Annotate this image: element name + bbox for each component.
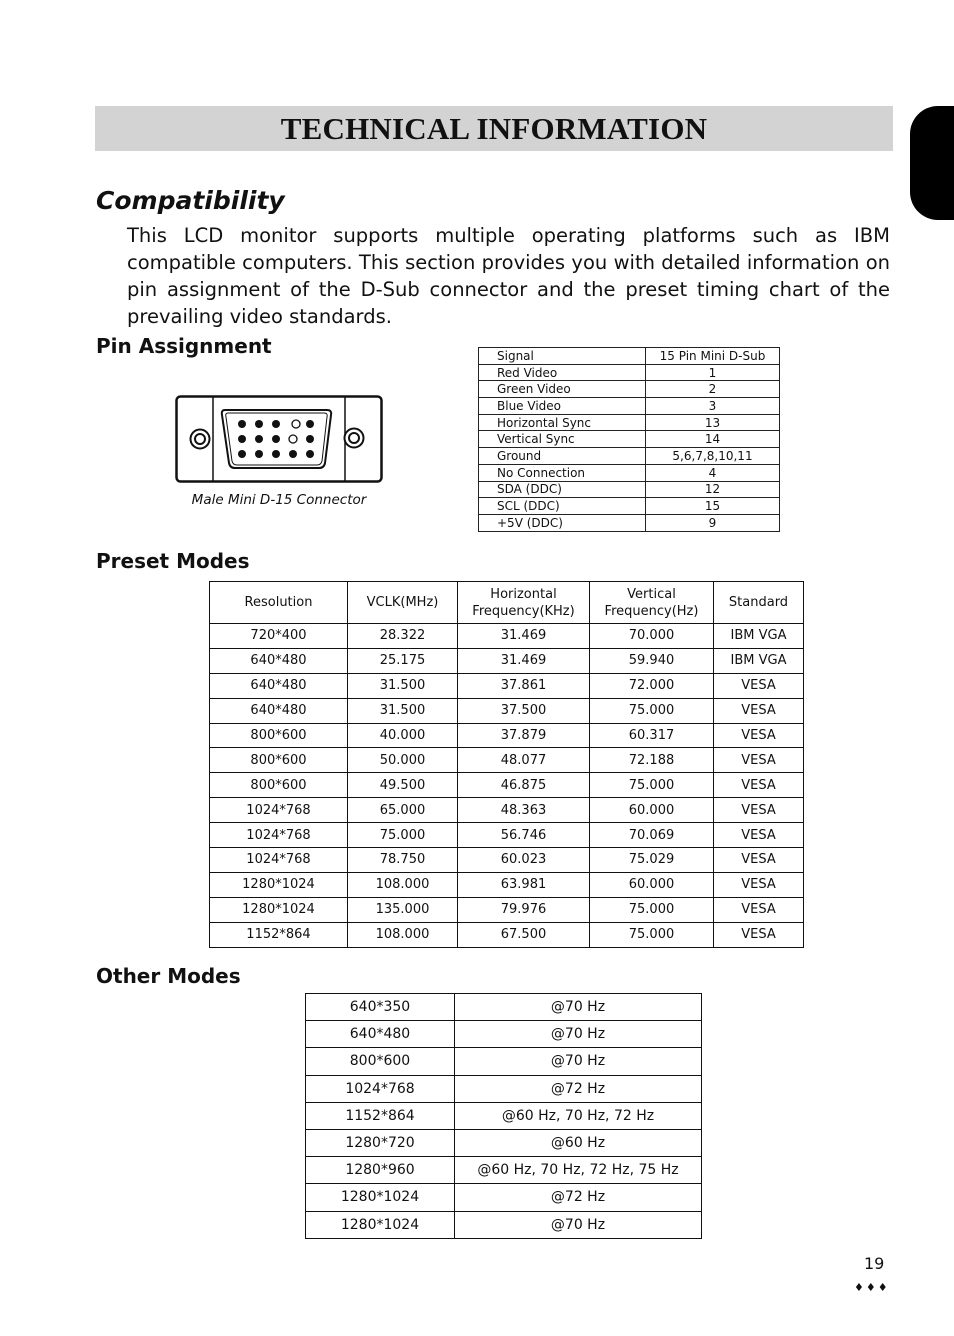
- table-header-row: [210, 582, 804, 624]
- table-row: [479, 348, 780, 365]
- horizontal-frequency-cell: 37.879: [458, 723, 590, 748]
- resolution-cell: 640*350: [306, 994, 455, 1021]
- vclk-cell: 28.322: [348, 624, 458, 649]
- signal-cell: Blue Video: [479, 398, 646, 415]
- vertical-frequency-cell: 75.000: [590, 922, 714, 947]
- table-row: [306, 1184, 702, 1211]
- resolution-cell: 1280*1024: [210, 897, 348, 922]
- signal-cell: Vertical Sync: [479, 431, 646, 448]
- vclk-cell: 25.175: [348, 648, 458, 673]
- table-row: [479, 398, 780, 415]
- table-row: [210, 922, 804, 947]
- signal-cell: Red Video: [479, 364, 646, 381]
- resolution-cell: 640*480: [210, 698, 348, 723]
- signal-cell: SDA (DDC): [479, 481, 646, 498]
- diamond-ornament-icon: ♦♦♦: [854, 1281, 890, 1294]
- column-header: VCLK(MHz): [348, 582, 458, 624]
- standard-cell: VESA: [714, 798, 804, 823]
- standard-cell: VESA: [714, 922, 804, 947]
- standard-cell: IBM VGA: [714, 624, 804, 649]
- table-row: [210, 673, 804, 698]
- horizontal-frequency-cell: 60.023: [458, 848, 590, 873]
- table-row: [479, 464, 780, 481]
- pin-cell: 9: [646, 514, 780, 531]
- column-header: Resolution: [210, 582, 348, 624]
- resolution-cell: 1024*768: [210, 798, 348, 823]
- refresh-rate-cell: @70 Hz: [455, 1048, 702, 1075]
- standard-cell: VESA: [714, 698, 804, 723]
- resolution-cell: 800*600: [306, 1048, 455, 1075]
- standard-cell: VESA: [714, 673, 804, 698]
- vertical-frequency-cell: 70.069: [590, 823, 714, 848]
- table-row: [210, 897, 804, 922]
- horizontal-frequency-cell: 63.981: [458, 872, 590, 897]
- page-title: TECHNICAL INFORMATION: [280, 110, 708, 146]
- vertical-frequency-cell: 72.000: [590, 673, 714, 698]
- vertical-frequency-cell: 72.188: [590, 748, 714, 773]
- other-modes-body: [306, 994, 702, 1239]
- vertical-frequency-cell: 75.000: [590, 897, 714, 922]
- connector-caption: Male Mini D-15 Connector: [191, 492, 367, 508]
- horizontal-frequency-cell: 37.861: [458, 673, 590, 698]
- vclk-cell: 108.000: [348, 922, 458, 947]
- refresh-rate-cell: @60 Hz, 70 Hz, 72 Hz, 75 Hz: [455, 1157, 702, 1184]
- table-row: [210, 872, 804, 897]
- table-row: [210, 698, 804, 723]
- pin-cell: 3: [646, 398, 780, 415]
- horizontal-frequency-cell: 48.077: [458, 748, 590, 773]
- table-row: [479, 448, 780, 465]
- other-modes-table: [305, 993, 702, 1239]
- standard-cell: VESA: [714, 823, 804, 848]
- pin-cell: 15: [646, 498, 780, 515]
- preset-modes-heading: Preset Modes: [96, 549, 250, 573]
- refresh-rate-cell: @60 Hz, 70 Hz, 72 Hz: [455, 1102, 702, 1129]
- pin-assignment-table: [478, 347, 780, 532]
- table-row: [306, 1075, 702, 1102]
- refresh-rate-cell: @70 Hz: [455, 1211, 702, 1238]
- table-row: [479, 431, 780, 448]
- horizontal-frequency-cell: 67.500: [458, 922, 590, 947]
- resolution-cell: 1152*864: [210, 922, 348, 947]
- resolution-cell: 1024*768: [210, 848, 348, 873]
- table-row: [306, 1129, 702, 1156]
- standard-cell: VESA: [714, 897, 804, 922]
- vclk-cell: 78.750: [348, 848, 458, 873]
- table-row: [210, 624, 804, 649]
- table-row: [479, 381, 780, 398]
- table-row: [479, 481, 780, 498]
- title-bar: [95, 106, 893, 151]
- pin-cell: 14: [646, 431, 780, 448]
- pin-cell: 4: [646, 464, 780, 481]
- vclk-cell: 31.500: [348, 673, 458, 698]
- resolution-cell: 720*400: [210, 624, 348, 649]
- column-header: Standard: [714, 582, 804, 624]
- refresh-rate-cell: @72 Hz: [455, 1075, 702, 1102]
- table-row: [210, 723, 804, 748]
- pin-cell: 1: [646, 364, 780, 381]
- vclk-cell: 49.500: [348, 773, 458, 798]
- refresh-rate-cell: @72 Hz: [455, 1184, 702, 1211]
- signal-cell: SCL (DDC): [479, 498, 646, 515]
- signal-cell: No Connection: [479, 464, 646, 481]
- column-header: [458, 582, 590, 624]
- column-header-label: Vertical Frequency(Hz): [604, 586, 699, 619]
- vertical-frequency-cell: 75.029: [590, 848, 714, 873]
- table-row: [479, 498, 780, 515]
- pin-cell: 13: [646, 414, 780, 431]
- resolution-cell: 800*600: [210, 723, 348, 748]
- d-sub-connector-diagram: [175, 395, 383, 483]
- signal-cell: Horizontal Sync: [479, 414, 646, 431]
- table-row: [306, 1157, 702, 1184]
- vclk-cell: 31.500: [348, 698, 458, 723]
- column-header: [590, 582, 714, 624]
- table-row: [306, 1211, 702, 1238]
- standard-cell: VESA: [714, 773, 804, 798]
- vertical-frequency-cell: 60.000: [590, 798, 714, 823]
- horizontal-frequency-cell: 31.469: [458, 648, 590, 673]
- vertical-frequency-cell: 59.940: [590, 648, 714, 673]
- table-row: [479, 364, 780, 381]
- vertical-frequency-cell: 60.317: [590, 723, 714, 748]
- resolution-cell: 1152*864: [306, 1102, 455, 1129]
- vclk-cell: 108.000: [348, 872, 458, 897]
- resolution-cell: 640*480: [210, 673, 348, 698]
- vertical-frequency-cell: 75.000: [590, 773, 714, 798]
- section-tab: [910, 106, 954, 220]
- horizontal-frequency-cell: 48.363: [458, 798, 590, 823]
- horizontal-frequency-cell: 31.469: [458, 624, 590, 649]
- table-row: [210, 748, 804, 773]
- vclk-cell: 65.000: [348, 798, 458, 823]
- resolution-cell: 1280*1024: [210, 872, 348, 897]
- standard-cell: VESA: [714, 872, 804, 897]
- refresh-rate-cell: @70 Hz: [455, 1021, 702, 1048]
- resolution-cell: 1280*960: [306, 1157, 455, 1184]
- vertical-frequency-cell: 75.000: [590, 698, 714, 723]
- resolution-cell: 800*600: [210, 773, 348, 798]
- preset-modes-body: [210, 624, 804, 948]
- signal-cell: Green Video: [479, 381, 646, 398]
- column-header-label: Horizontal Frequency(KHz): [472, 586, 575, 619]
- other-modes-heading: Other Modes: [96, 964, 241, 988]
- signal-cell: +5V (DDC): [479, 514, 646, 531]
- refresh-rate-cell: @60 Hz: [455, 1129, 702, 1156]
- resolution-cell: 1280*1024: [306, 1184, 455, 1211]
- resolution-cell: 1280*720: [306, 1129, 455, 1156]
- resolution-cell: 800*600: [210, 748, 348, 773]
- vclk-cell: 40.000: [348, 723, 458, 748]
- resolution-cell: 1280*1024: [306, 1211, 455, 1238]
- preset-modes-table: [209, 581, 804, 948]
- resolution-cell: 1024*768: [306, 1075, 455, 1102]
- pin-cell: 2: [646, 381, 780, 398]
- section-heading-compatibility: Compatibility: [96, 186, 285, 215]
- vclk-cell: 75.000: [348, 823, 458, 848]
- page-number: 19: [864, 1254, 885, 1273]
- intro-paragraph: This LCD monitor supports multiple operating platforms such as IBM compatible computers. This section provides you with detailed information on pin assignment of the D-Sub connector and the preset timing chart of the prevailing video standards.: [127, 224, 890, 328]
- signal-cell: Ground: [479, 448, 646, 465]
- table-row: [479, 414, 780, 431]
- resolution-cell: 1024*768: [210, 823, 348, 848]
- standard-cell: VESA: [714, 723, 804, 748]
- table-row: [210, 798, 804, 823]
- standard-cell: IBM VGA: [714, 648, 804, 673]
- vclk-cell: 135.000: [348, 897, 458, 922]
- table-row: [210, 823, 804, 848]
- vertical-frequency-cell: 70.000: [590, 624, 714, 649]
- table-row: [210, 648, 804, 673]
- vclk-cell: 50.000: [348, 748, 458, 773]
- table-row: [306, 1102, 702, 1129]
- table-row: [479, 514, 780, 531]
- horizontal-frequency-cell: 56.746: [458, 823, 590, 848]
- horizontal-frequency-cell: 46.875: [458, 773, 590, 798]
- pin-cell: 15 Pin Mini D-Sub: [646, 348, 780, 365]
- table-row: [306, 994, 702, 1021]
- standard-cell: VESA: [714, 848, 804, 873]
- vertical-frequency-cell: 60.000: [590, 872, 714, 897]
- refresh-rate-cell: @70 Hz: [455, 994, 702, 1021]
- horizontal-frequency-cell: 37.500: [458, 698, 590, 723]
- table-row: [306, 1048, 702, 1075]
- resolution-cell: 640*480: [306, 1021, 455, 1048]
- pin-cell: 12: [646, 481, 780, 498]
- table-row: [306, 1021, 702, 1048]
- signal-cell: Signal: [479, 348, 646, 365]
- horizontal-frequency-cell: 79.976: [458, 897, 590, 922]
- resolution-cell: 640*480: [210, 648, 348, 673]
- standard-cell: VESA: [714, 748, 804, 773]
- table-row: [210, 773, 804, 798]
- table-row: [210, 848, 804, 873]
- pin-cell: 5,6,7,8,10,11: [646, 448, 780, 465]
- pin-assignment-heading: Pin Assignment: [96, 334, 272, 358]
